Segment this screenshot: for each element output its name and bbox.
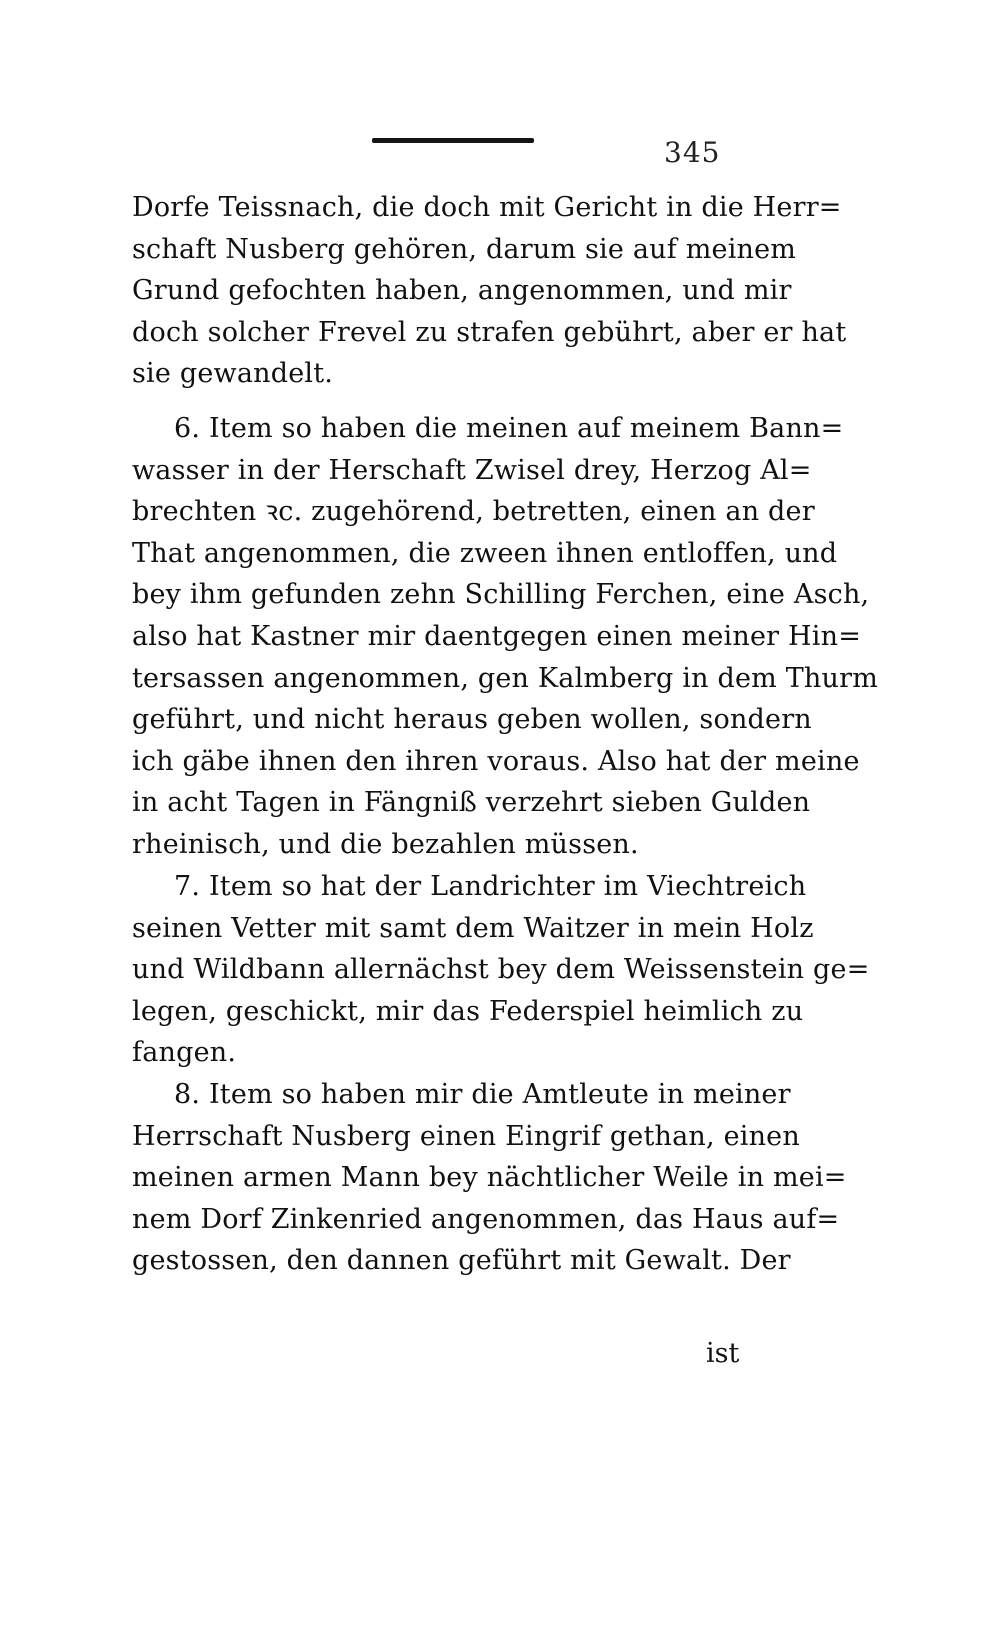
text-line: fangen. xyxy=(132,1037,237,1069)
text-line: seinen Vetter mit samt dem Waitzer in mein Holz xyxy=(132,912,814,944)
text-line: legen, geschickt, mir das Federspiel heimlich zu xyxy=(132,995,804,1027)
text-line: geführt, und nicht heraus geben wollen, sondern xyxy=(132,704,812,736)
paragraph-item-7 xyxy=(132,866,870,1074)
text-line: rheinisch, und die bezahlen müssen. xyxy=(132,828,639,860)
text-line: tersassen angenommen, gen Kalmberg in dem Thurm xyxy=(132,662,879,694)
paragraph-item-8 xyxy=(132,1074,847,1282)
text-line: 6. Item so haben die meinen auf meinem Bann= xyxy=(174,413,844,444)
text-line: wasser in der Herschaft Zwisel drey, Herzog Al= xyxy=(132,454,812,486)
page-number: 345 xyxy=(664,136,721,169)
header-rule xyxy=(372,138,534,143)
text-line: Grund gefochten haben, angenommen, und mir xyxy=(132,275,792,307)
text-line: doch solcher Frevel zu strafen gebührt, aber er hat xyxy=(132,316,847,348)
text-line: und Wildbann allernächst bey dem Weissenstein ge= xyxy=(132,954,870,986)
paragraph-item-6 xyxy=(132,408,879,866)
text-line: meinen armen Mann bey nächtlicher Weile in mei= xyxy=(132,1162,847,1194)
text-line: gestossen, den dannen geführt mit Gewalt. Der xyxy=(132,1245,791,1277)
text-line: schaft Nusberg gehören, darum sie auf meinem xyxy=(132,233,797,265)
text-line: in acht Tagen in Fängniß verzehrt sieben Gulden xyxy=(132,787,811,819)
text-line: Herrschaft Nusberg einen Eingrif gethan, einen xyxy=(132,1120,800,1152)
text-line: bey ihm gefunden zehn Schilling Ferchen, eine Asch, xyxy=(132,579,870,611)
text-line: That angenommen, die zween ihnen entloffen, und xyxy=(132,537,838,569)
text-line: ich gäbe ihnen den ihren voraus. Also hat der meine xyxy=(132,745,860,777)
catchword: ist xyxy=(706,1338,740,1369)
text-line: brechten ꝛc. zugehörend, betretten, einen an der xyxy=(132,496,815,528)
paragraph-continuation xyxy=(132,187,847,395)
text-line: Dorfe Teissnach, die doch mit Gericht in die Herr= xyxy=(132,192,842,223)
text-line: sie gewandelt. xyxy=(132,358,334,390)
text-line: 8. Item so haben mir die Amtleute in meiner xyxy=(174,1079,791,1110)
text-line: nem Dorf Zinkenried angenommen, das Haus auf= xyxy=(132,1203,840,1235)
text-line: also hat Kastner mir daentgegen einen meiner Hin= xyxy=(132,620,862,652)
text-line: 7. Item so hat der Landrichter im Viechtreich xyxy=(174,871,807,902)
